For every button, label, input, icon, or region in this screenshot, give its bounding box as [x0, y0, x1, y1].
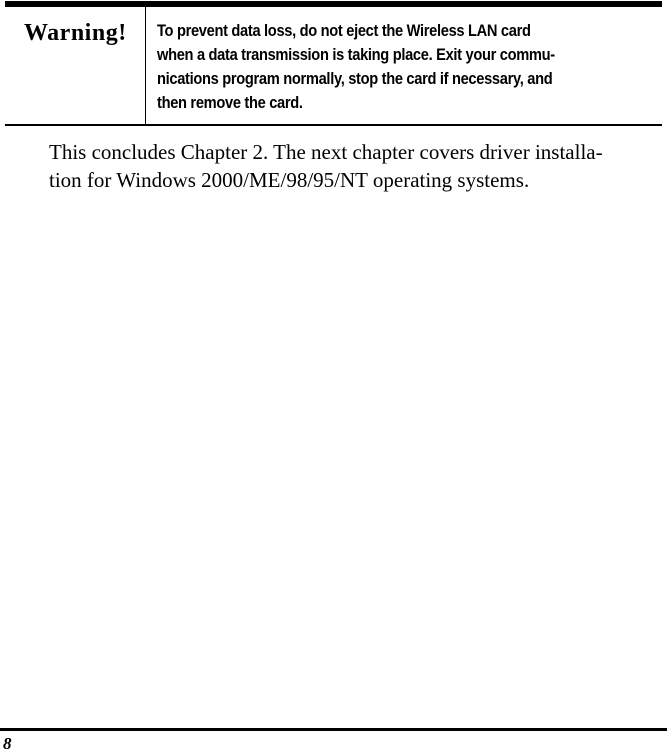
footer-rule — [0, 728, 667, 731]
warning-text-line: when a data transmission is taking place. Exit your commu- — [157, 46, 555, 64]
page-number: 8 — [3, 734, 12, 753]
warning-text-line: then remove the card. — [157, 94, 303, 112]
warning-text-line: To prevent data loss, do not eject the Wireless LAN card — [157, 22, 531, 40]
warning-callout — [5, 1, 662, 126]
warning-divider — [145, 7, 146, 124]
warning-text-line: nications program normally, stop the card if necessary, and — [157, 70, 553, 88]
warning-text — [157, 19, 612, 115]
body-text-line: tion for Windows 2000/ME/98/95/NT operating systems. — [49, 168, 530, 192]
warning-label: Warning! — [24, 20, 127, 46]
body-text-line: This concludes Chapter 2. The next chapter covers driver installa- — [49, 140, 603, 164]
body-paragraph — [49, 138, 665, 194]
